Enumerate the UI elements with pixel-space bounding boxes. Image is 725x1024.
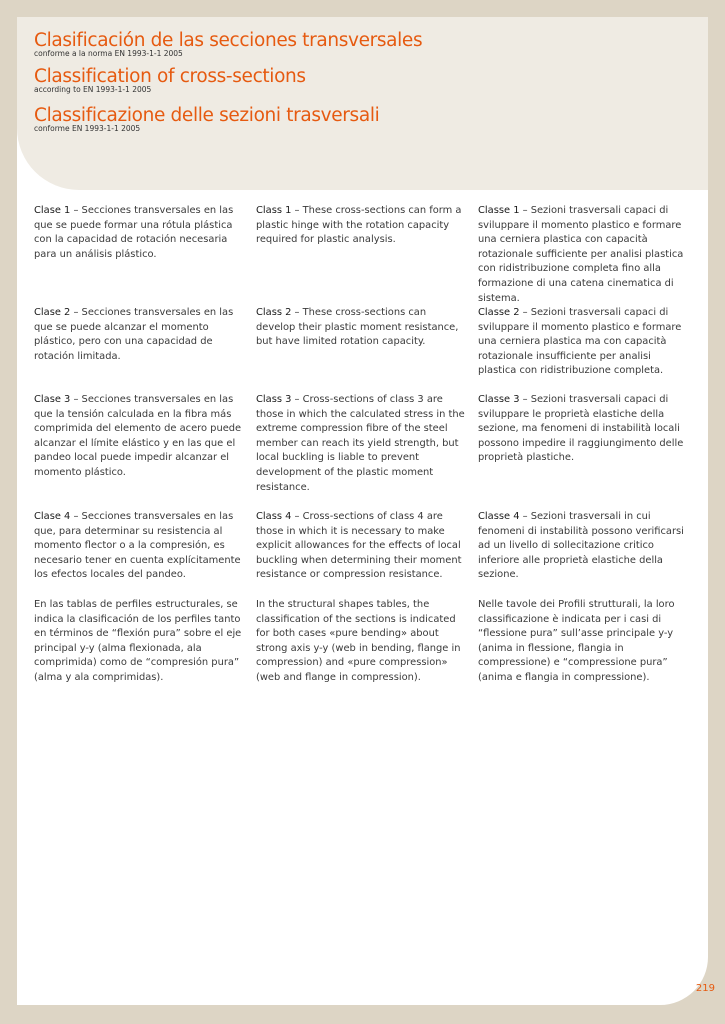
class-text: – Cross-sections of class 3 are those in which the calculated stress in the extreme compression fibre of the steel member can reach its yield strength, but local buckling is liable to prevent development of the plastic moment resistance.	[256, 394, 465, 493]
class-label: Clase 2	[34, 307, 71, 318]
note-es: En las tablas de perfiles estructurales, se indica la clasificación de los perfiles tanto en términos de “flexión pura” sobre el eje principal y-y (alma flexionada, ala comprimida) como de “compresión pura” (alma y ala comprimidas).	[34, 599, 242, 683]
class1-es	[34, 204, 246, 262]
title-it: Classificazione delle sezioni trasversali	[34, 105, 380, 126]
class-label: Class 4	[256, 511, 292, 522]
title-en: Classification of cross-sections	[34, 66, 306, 87]
class3-es	[34, 393, 246, 481]
class-label: Clase 1	[34, 205, 71, 216]
title-block-it	[34, 106, 379, 133]
class-text: – Secciones transversales en las que la tensión calculada en la fibra más comprimida del elemento de acero puede alcanzar el límite elástico y en las que el pandeo local puede impedir alcanzar el momento plástico.	[34, 394, 242, 478]
class-label: Classe 3	[478, 394, 520, 405]
class-text: – Sezioni trasversali capaci di sviluppare il momento plastico e formare una cerniera plastica con capacità rotazionale sufficiente per analisi plastica con ridistribuzione completa fino alla formazione di una catena cinematica di sistema.	[478, 205, 684, 304]
class-label: Clase 3	[34, 394, 71, 405]
class-text: – These cross-sections can develop their plastic moment resistance, but have limited rotation capacity.	[256, 307, 459, 348]
header-panel	[17, 17, 708, 190]
class-label: Classe 4	[478, 511, 520, 522]
class-text: – Sezioni trasversali in cui fenomeni di instabilità possono verificarsi ad un livello di sollecitazione critico inferiore alle proprietà elastiche della sezione.	[478, 511, 684, 581]
class3-it	[478, 393, 690, 466]
title-block-es	[34, 31, 422, 58]
title-es: Clasificación de las secciones transversales	[34, 30, 423, 51]
class-label: Classe 1	[478, 205, 520, 216]
class2-it	[478, 306, 690, 379]
class-label: Class 3	[256, 394, 292, 405]
title-block-en	[34, 67, 306, 94]
note-en: In the structural shapes tables, the classification of the sections is indicated for both cases «pure bending» about strong axis y-y (web in bending, flange in compression) and «pure compression» (web and flange in compression).	[256, 599, 461, 683]
class-text: – Secciones transversales en las que, para determinar su resistencia al momento flector o a la compresión, es necesario tener en cuenta explícitamente los efectos locales del pandeo.	[34, 511, 241, 581]
class-text: – Secciones transversales en las que se puede alcanzar el momento plástico, pero con una capacidad de rotación limitada.	[34, 307, 234, 362]
class-label: Classe 2	[478, 307, 520, 318]
class-text: – Secciones transversales en las que se puede formar una rótula plástica con la capacidad de rotación necesaria para un análisis plástico.	[34, 205, 234, 260]
page-sheet	[17, 17, 708, 1005]
class-text: – These cross-sections can form a plastic hinge with the rotation capacity required for plastic analysis.	[256, 205, 462, 246]
subtitle-it: conforme EN 1993-1-1 2005	[34, 124, 141, 133]
class4-es	[34, 510, 246, 583]
class-label: Class 1	[256, 205, 292, 216]
class-label: Class 2	[256, 307, 292, 318]
class2-en	[256, 306, 468, 350]
class-text: – Cross-sections of class 4 are those in which it is necessary to make explicit allowances for the effects of local buckling when determining their moment resistance or compression resistance.	[256, 511, 462, 581]
class4-en	[256, 510, 468, 583]
class3-en	[256, 393, 468, 495]
subtitle-es: conforme a la norma EN 1993-1-1 2005	[34, 49, 183, 58]
class-text: – Sezioni trasversali capaci di sviluppare il momento plastico e formare una cerniera plastica ma con capacità rotazionale insufficiente per analisi plastica con ridistribuzione completa.	[478, 307, 682, 377]
page-number: 219	[695, 983, 715, 994]
class4-it	[478, 510, 690, 583]
subtitle-en: according to EN 1993-1-1 2005	[34, 85, 152, 94]
class2-es	[34, 306, 246, 364]
class-label: Clase 4	[34, 511, 71, 522]
class-text: – Sezioni trasversali capaci di sviluppare le proprietà elastiche della sezione, ma fenomeni di instabilità locali possono impedire il raggiungimento delle proprietà plastiche.	[478, 394, 684, 464]
class1-it	[478, 204, 690, 306]
note-it: Nelle tavole dei Profili strutturali, la loro classificazione è indicata per i casi di “flessione pura” sull’asse principale y-y (anima in flessione, flangia in compressione) e “compressione pura” (anima e flangia in compressione).	[478, 599, 675, 683]
class1-en	[256, 204, 468, 248]
